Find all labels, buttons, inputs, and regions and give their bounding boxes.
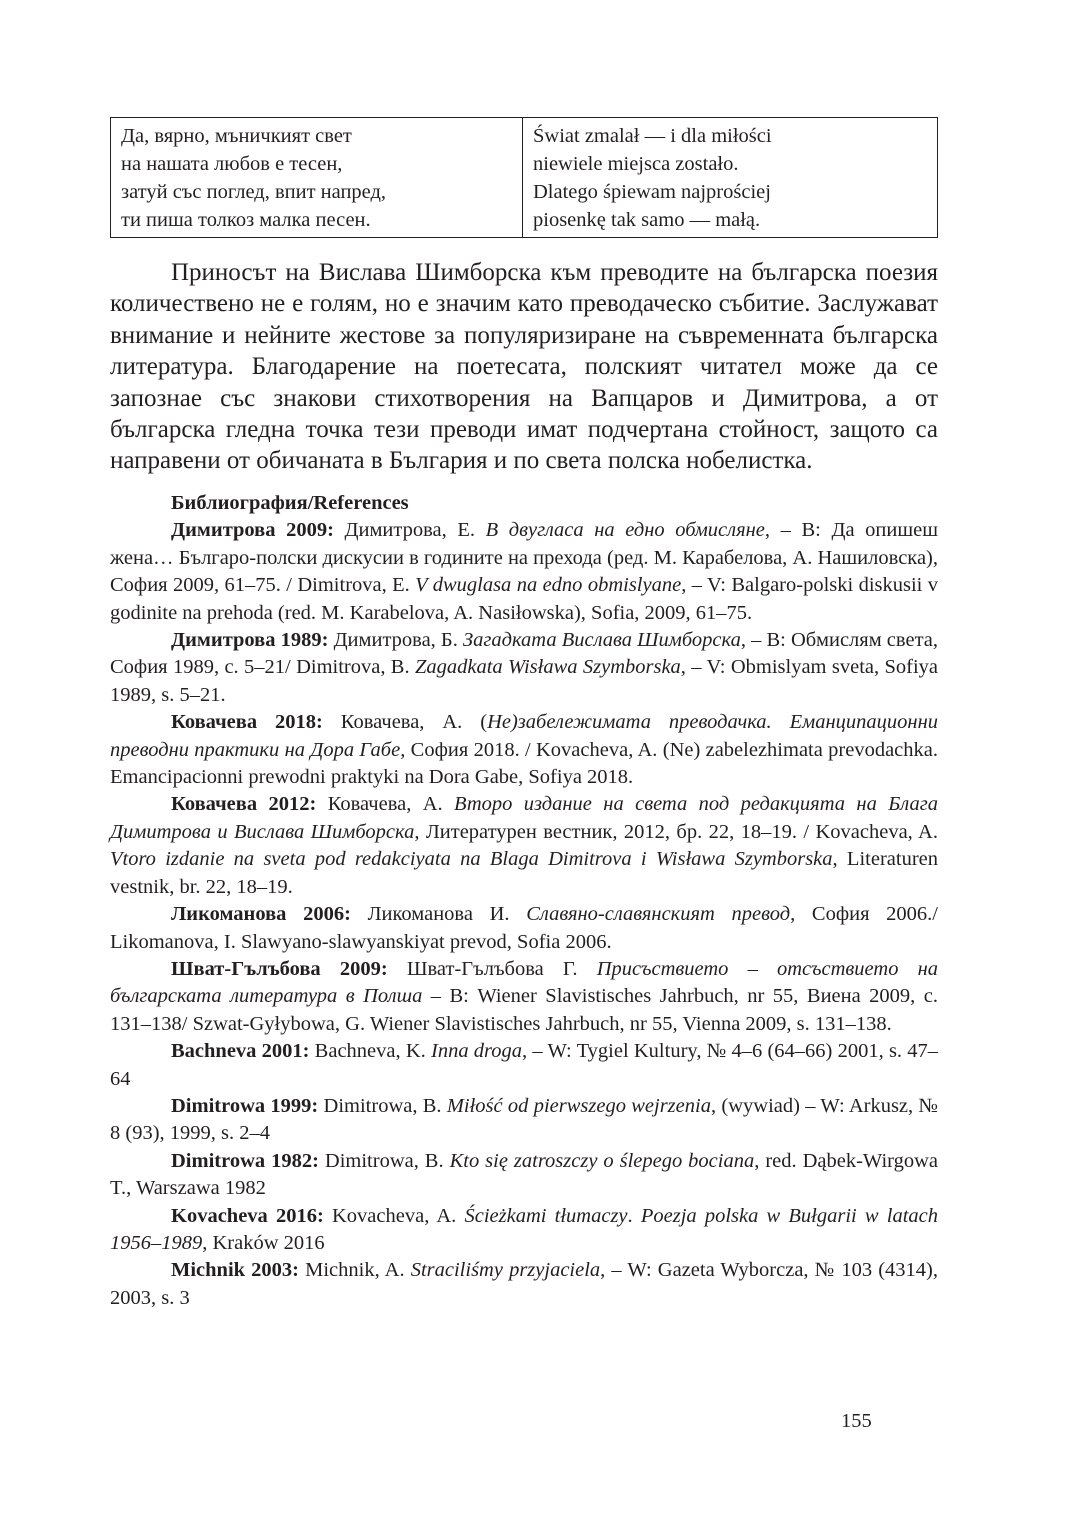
entry-text: , София 2006./ Likomanova, I. Slawyano-slawyanskiyat prevod, Sofia 2006. [110, 903, 939, 953]
poem-line: ти пиша толкоз малка песен. [121, 209, 371, 231]
entry-text: , red. Dąbek-Wirgowa T., Warszawa 1982 [110, 1149, 939, 1200]
poem-comparison-table [110, 117, 938, 238]
entry-text: , Литературен вестник, 2012, бр. 22, 18–19. / Kovacheva, A. [414, 820, 938, 843]
bibliography-entries [110, 517, 938, 1312]
entry-title: Присъствието – отсъствието на българската литература в Полша [110, 957, 939, 1008]
bibliography-entry [110, 709, 938, 791]
entry-key: Kovacheva 2016: [171, 1204, 324, 1227]
entry-text: , – В: Да опишеш жена… Българо-полски дискусии в годините на прехода (ред. М. Карабелова, А. Нашиловска), София 2009, 61–75. / Dimitrova, E. [110, 519, 938, 597]
bibliography-entry [110, 1038, 938, 1093]
entry-text: Димитрова, Е. [333, 519, 486, 542]
bulgarian-poem-column [111, 118, 523, 237]
bibliography-entry [110, 1257, 938, 1312]
entry-text: , Literaturen vestnik, br. 22, 18–19. [110, 848, 938, 898]
entry-title: Inna droga [431, 1040, 523, 1063]
bibliography-entry [110, 791, 938, 901]
entry-title: В двуглаcа на едно обмисляне [485, 519, 765, 542]
entry-text: София 2018. / Kovacheva, A. (Ne) zabelezhimata prevodachka. Emancipacionni prewodni praktyki na Dora Gabe, Sofiya 2018. [110, 738, 938, 789]
entry-key: Michnik 2003: [171, 1259, 299, 1282]
poem-line: затуй със поглед, впит напред, [121, 181, 387, 203]
entry-text: Ковачева, А. ( [322, 711, 488, 734]
entry-text: , – W: Tygiel Kultury, № 4–6 (64–66) 2001, s. 47–64 [110, 1040, 939, 1090]
entry-title: Загадката Вислава Шимборска [462, 629, 741, 652]
bibliography [110, 490, 938, 1312]
entry-text: , (wywiad) – W: Arkusz, № 8 (93), 1999, s. 2–4 [110, 1094, 938, 1145]
entry-text: Michnik, A. [298, 1259, 411, 1282]
poem-line: на нашата любов е тесен, [121, 153, 343, 175]
poem-line: piosenkę tak samo — małą. [533, 209, 761, 231]
poem-line: Świat zmalał — i dla miłości [533, 125, 772, 147]
entry-title: Miłość od pierwszego wejrzenia [446, 1094, 711, 1117]
entry-title: Zagadkata Wisława Szymborska [414, 656, 681, 679]
entry-text: , Kraków 2016 [202, 1231, 325, 1254]
poem-line: Да, вярно, мъничкият свет [121, 125, 352, 147]
bibliography-entry [110, 517, 938, 627]
entry-title: Не)забележимата преводачка. Еманципационни преводни практики на Дора Габе, [110, 711, 938, 761]
page-number: 155 [841, 1410, 872, 1432]
entry-key: Ковачева 2018: [171, 711, 323, 734]
entry-key: Шват-Гълъбова 2009: [171, 957, 388, 980]
entry-key: Dimitrowa 1982: [171, 1149, 319, 1172]
entry-text: – В: Wiener Slavistisches Jahrbuch, nr 55, Виена 2009, с. 131–138/ Szwat-Gyłybowa, G. Wiener Slavistisches Jahrbuch, nr 55, Vienna 2009, s. 131–138. [110, 985, 938, 1035]
bibliography-heading: Библиография/References [171, 492, 409, 514]
entry-text: Kovacheva, A. [323, 1204, 465, 1227]
entry-text: , – V: Balgaro-polski diskusii v godinite na prehoda (red. M. Karabelova, A. Nasiłowska), Sofia, 2009, 61–75. [110, 574, 939, 624]
entry-key: Ковачева 2012: [171, 793, 317, 816]
bibliography-entry [110, 901, 938, 956]
entry-key: Димитрова 1989: [171, 629, 329, 652]
entry-key: Dimitrowa 1999: [171, 1094, 319, 1117]
entry-title: Ścieżkami tłumaczy [464, 1204, 628, 1227]
entry-key: Ликоманова 2006: [171, 903, 351, 926]
bibliography-entry [110, 956, 938, 1038]
entry-text: Шват-Гълъбова Г. [387, 957, 597, 980]
entry-text: , – V: Obmislyam sveta, Sofiya 1989, s. 5–21. [110, 656, 938, 706]
body-paragraph [110, 257, 938, 477]
entry-title: Straciliśmy przyjaciela [410, 1259, 601, 1282]
bibliography-entry [110, 627, 938, 709]
entry-text: Dimitrowa, B. [318, 1149, 450, 1172]
entry-key: Bachneva 2001: [171, 1040, 310, 1063]
entry-text: Dimitrowa, B. [318, 1094, 447, 1117]
entry-text: . [627, 1204, 641, 1227]
poem-line: niewiele miejsca zostało. [533, 153, 739, 175]
entry-title: Poezja polska w Bułgarii w latach 1956–1989 [110, 1204, 939, 1254]
body-paragraph-text: Приносът на Вислава Шимборска към преводите на българска поезия количествено не е голям, но е значим като преводаческо събитие. Заслужават внимание и нейните жестове за популяризиране на съвременната българска литература. Благодарение на поетесата, полският читател може да се запознае със знакови стихотворения на Вапцаров и Димитрова, а от българска гледна точка тези преводи имат подчертана стойност, защото са направени от обичаната в България и по света полска нобелистка. [110, 259, 938, 475]
entry-title: Второ издание на света под редакцията на Блага Димитрова и Вислава Шимборска [110, 793, 938, 843]
entry-key: Димитрова 2009: [171, 519, 334, 542]
entry-title: V dwuglasa na edno obmislyane [415, 574, 682, 597]
polish-poem-column [523, 118, 937, 237]
entry-text: Димитрова, Б. [328, 629, 463, 652]
poem-line: Dlatego śpiewam najprościej [533, 181, 771, 203]
entry-text: , – В: Обмислям света, София 1989, с. 5–21/ Dimitrova, B. [110, 629, 939, 679]
bibliography-entry [110, 1093, 938, 1148]
entry-text: Bachneva, K. [309, 1040, 431, 1063]
entry-text: , – W: Gazeta Wyborcza, № 103 (4314), 2003, s. 3 [110, 1259, 938, 1309]
bibliography-entry [110, 1203, 938, 1258]
bibliography-entry [110, 1148, 938, 1203]
entry-text: Ликоманова И. [350, 903, 527, 926]
entry-title: Vtoro izdanie na sveta pod redakciyata na Blaga Dimitrova i Wisława Szymborska [110, 848, 833, 871]
entry-title: Славяно-славянският превод [526, 903, 791, 926]
entry-title: Kto się zatroszczy o ślepego bociana [449, 1149, 755, 1172]
entry-text: Ковачева, А. [316, 793, 455, 816]
